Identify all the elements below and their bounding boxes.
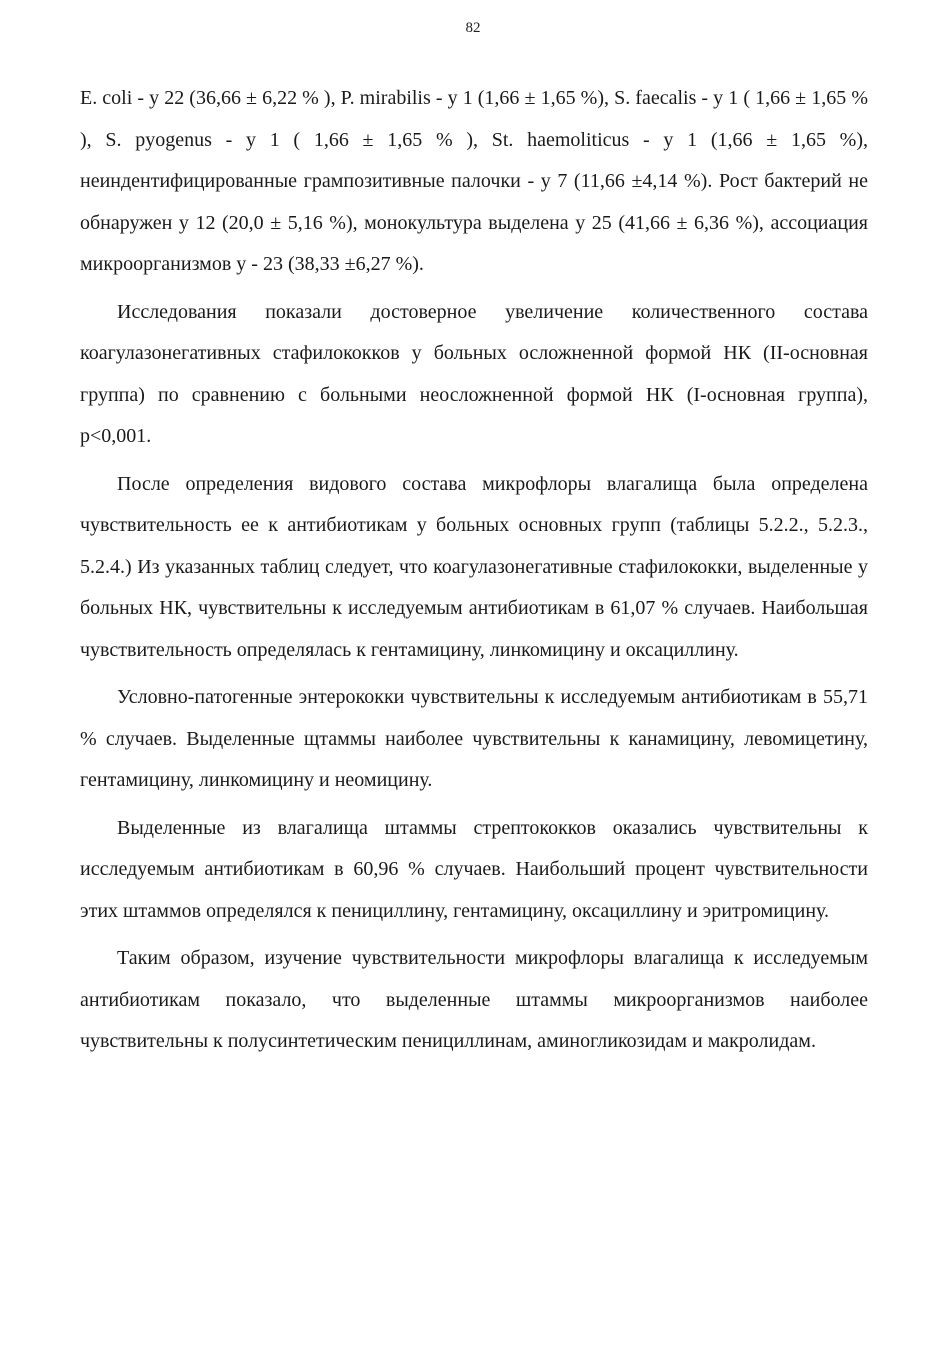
paragraph-enterococci: Условно-патогенные энтерококки чувствительны к исследуемым антибиотикам в 55,71 % случаев. Выделенные щтаммы наиболее чувствительны к канамицину, левомицетину, гентамицину, линкомицину и неомицину. [80,686,868,791]
page-number: 82 [465,20,481,36]
paragraph-coagulase-study: Исследования показали достоверное увеличение количественного состава коагулазонегативных стафилококков у больных осложненной формой НК (II-основная группа) по сравнению с больными неосложненной формой НК (I-основная группа), p<0,001. [80,300,868,447]
paragraph-antibiotic-sensitivity: После определения видового состава микрофлоры влагалища была определена чувствительность ее к антибиотикам у больных основных групп (таблицы 5.2.2., 5.2.3., 5.2.4.) Из указанных таблиц следует, что коагулазонегативные стафилококки, выделенные у больных НК, чувствительны к исследуемым антибиотикам в 61,07 % случаев. Наибольшая чувствительность определялась к гентамицину, линкомицину и оксациллину. [80,472,868,661]
body-text [80,78,868,1063]
paragraph-streptococci: Выделенные из влагалища штаммы стрептококков оказались чувствительны к исследуемым антибиотикам в 60,96 % случаев. Наибольший процент чувствительности этих штаммов определялся к пенициллину, гентамицину, оксациллину и эритромицину. [80,816,868,922]
paragraph-conclusion: Таким образом, изучение чувствительности микрофлоры влагалища к исследуемым антибиотикам показало, что выделенные штаммы микроорганизмов наиболее чувствительны к полусинтетическим пенициллинам, аминогликозидам и макролидам. [80,947,868,1052]
paragraph-bacteria-list: E. coli - у 22 (36,66 ± 6,22 % ), P. mirabilis - у 1 (1,66 ± 1,65 %), S. faecalis - у 1 ( 1,66 ± 1,65 % ), S. pyogenus - у 1 ( 1,66 ± 1,65 % ), St. haemoliticus - у 1 (1,66 ± 1,65 %), неиндентифицированные грампозитивные палочки - у 7 (11,66 ±4,14 %). Рост бактерий не обнаружен у 12 (20,0 ± 5,16 %), монокультура выделена у 25 (41,66 ± 6,36 %), ассоциация микроорганизмов у - 23 (38,33 ±6,27 %). [80,87,868,275]
